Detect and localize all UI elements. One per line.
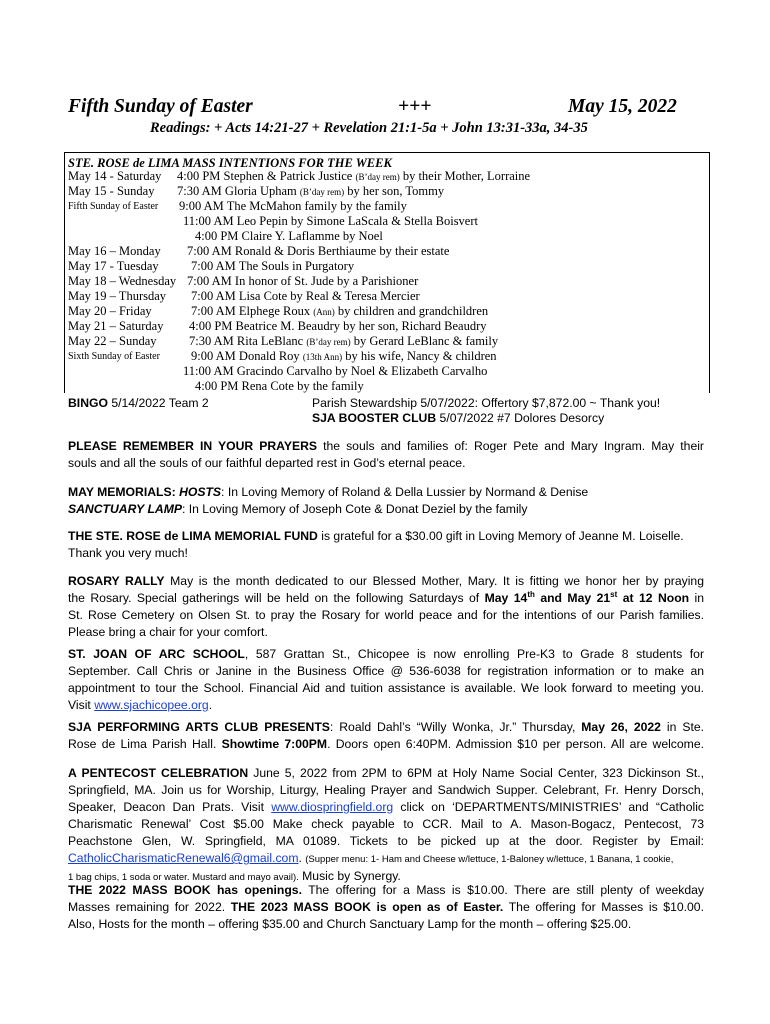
mass-intention-text (191, 304, 488, 319)
rosary-text-4: Please bring a chair for your comfort. (68, 625, 268, 639)
bingo-label: BINGO (68, 396, 108, 410)
prayers-text: the souls and families of: Roger Pete and Mary Ingram. May their (317, 439, 704, 453)
rosary-time: at 12 Noon (617, 591, 690, 605)
mass-intention-day: May 22 – Sunday (68, 334, 157, 348)
mass-intention-text (187, 244, 449, 259)
pentecost-text-5: Peachstone Glen, W. Springfield, MA 01089. Tickets to be picked up at the door. Register by Email: (68, 834, 704, 848)
mass-book-label: THE 2022 MASS BOOK has openings. (68, 883, 302, 897)
mass-intention-text (191, 289, 420, 304)
pentecost-music-text: Music by Synergy. (298, 869, 401, 883)
memorial-fund-paragraph (68, 528, 704, 562)
mass-book-text-1: The offering for a Mass is $10.00. There are still plenty of weekday (301, 883, 705, 897)
mass-intention-day: May 18 – Wednesday (68, 274, 177, 288)
mass-intention-main: 9:00 AM Donald Roy (191, 349, 303, 363)
mass-book-2023-label: THE 2023 MASS BOOK is open as of Easter. (230, 900, 504, 914)
sanctuary-lamp-text: : In Loving Memory of Joseph Cote & Donat Deziel by the family (181, 502, 528, 516)
prayers-paragraph (68, 438, 704, 472)
mass-intention-main: 4:00 PM Beatrice M. Beaudry by her son, Richard Beaudry (189, 319, 487, 333)
rosary-rally-label: ROSARY RALLY (68, 574, 165, 588)
bulletin-header (68, 96, 678, 120)
rosary-text-2: the Rosary. Special gatherings will be held on the following Saturdays of (68, 591, 485, 605)
school-text-2: September. Call Chris or Janine in the Business Office @ 536-6038 for registration information or to make an (68, 664, 704, 678)
sanctuary-lamp-label: SANCTUARY LAMP (68, 502, 182, 516)
mass-intention-row (65, 349, 705, 364)
mass-intention-after: by their Mother, Lorraine (399, 169, 531, 183)
mass-intention-main: 7:00 AM Ronald & Doris Berthiaume by their estate (187, 244, 450, 258)
mass-intention-main: 7:00 AM Elphege Roux (191, 304, 314, 318)
arts-text-2: Rose de Lima Parish Hall. (68, 737, 222, 751)
memorials-paragraph (68, 484, 704, 518)
mass-intention-main: 11:00 AM Leo Pepin by Simone LaScala & Stella Boisvert (183, 214, 478, 228)
arts-date: May 26, 2022 (581, 720, 661, 734)
mass-book-text-2b: The offering for Masses is $10.00. (503, 900, 704, 914)
bingo-line (68, 396, 209, 410)
mass-intention-text (195, 379, 364, 394)
mass-intention-text (195, 229, 383, 244)
mass-intention-note: (B’day rem) (306, 337, 351, 347)
pentecost-text-2: Springfield, MA. Join us for Worship, Liturgy, Healing Prayer and Sandwich Supper. Celebrant, Fr. Henry Dorsch, (68, 783, 704, 797)
pentecost-label: A PENTECOST CELEBRATION (68, 766, 249, 780)
mass-intention-text (183, 364, 487, 379)
mass-intention-main: 11:00 AM Gracindo Carvalho by Noel & Elizabeth Carvalho (183, 364, 488, 378)
pentecost-text-6: . (298, 851, 306, 865)
page-title: Fifth Sunday of Easter (68, 96, 253, 117)
mass-intention-text (189, 334, 498, 349)
booster-label: SJA BOOSTER CLUB (312, 411, 437, 425)
mass-intention-text (189, 319, 487, 334)
mass-intention-main: 4:00 PM Claire Y. Laflamme by Noel (195, 229, 383, 243)
mass-intention-after: by Gerard LeBlanc & family (350, 334, 499, 348)
school-paragraph (68, 646, 704, 714)
stewardship-label: Parish Stewardship 5/07/2022: (312, 396, 478, 410)
bulletin-date: May 15, 2022 (568, 96, 677, 117)
booster-text: 5/07/2022 #7 Dolores Desorcy (436, 411, 605, 425)
mass-intention-text (177, 169, 530, 184)
mass-intention-day: Sixth Sunday of Easter (68, 351, 160, 362)
rosary-text-2b: in (689, 591, 705, 605)
mass-intention-row (65, 169, 705, 184)
mass-intention-main: 7:00 AM Lisa Cote by Real & Teresa Mercier (191, 289, 420, 303)
mass-intention-row (65, 364, 705, 379)
memorial-fund-text-2: Thank you very much! (68, 546, 188, 560)
performing-arts-label: SJA PERFORMING ARTS CLUB PRESENTS (68, 720, 330, 734)
mass-intention-after: by his wife, Nancy & children (342, 349, 497, 363)
prayers-label: PLEASE REMEMBER IN YOUR PRAYERS (68, 439, 318, 453)
hosts-text: : In Loving Memory of Roland & Della Lussier by Normand & Denise (221, 485, 589, 499)
memorials-label: MAY MEMORIALS: (68, 485, 176, 499)
pentecost-text-3: Speaker, Deacon Dan Prats. Visit (68, 800, 272, 814)
stewardship-text: Offertory $7,872.00 ~ Thank you! (478, 396, 661, 410)
supper-menu-text-2: 1 bag chips, 1 soda or water. Mustard and mayo avail). (68, 872, 299, 883)
rosary-rally-paragraph (68, 573, 704, 641)
hosts-label: HOSTS (179, 485, 222, 499)
mass-intentions-title: STE. ROSE de LIMA MASS INTENTIONS FOR THE WEEK (68, 156, 392, 170)
mass-intention-row (65, 334, 705, 349)
mass-intention-day: May 17 - Tuesday (68, 259, 159, 273)
mass-book-text-2: Masses remaining for 2022. (68, 900, 231, 914)
arts-text-1b: in Ste. (660, 720, 704, 734)
mass-intention-row (65, 304, 705, 319)
mass-intention-row (65, 199, 705, 214)
mass-intentions-box (64, 152, 710, 393)
mass-intention-row (65, 379, 705, 394)
mass-intention-text (191, 259, 354, 274)
school-label: ST. JOAN OF ARC SCHOOL (68, 647, 245, 661)
mass-intention-note: (13th Ann) (302, 352, 343, 362)
mass-intention-after: by children and grandchildren (334, 304, 489, 318)
mass-intention-row (65, 319, 705, 334)
rosary-text-3: St. Rose Cemetery on Olsen St. to pray the Rosary for world peace and for the intentions of our Parish families. (68, 608, 704, 622)
pentecost-text-4: Charismatic Renewal’ Cost $5.00 Make check payable to CCR. Mail to A. Mason-Bogacz, Pentecost, 73 (68, 817, 704, 831)
mass-intention-main: 4:00 PM Stephen & Patrick Justice (177, 169, 356, 183)
arts-text-1: : Roald Dahl’s “Willy Wonka, Jr.” Thursday, (329, 720, 582, 734)
arts-showtime: Showtime 7:00PM (221, 737, 328, 751)
mass-intention-row (65, 274, 705, 289)
prayers-text-2: souls and all the souls of our faithful departed rest in God’s eternal peace. (68, 456, 466, 470)
school-text-4: Visit (68, 698, 95, 712)
mass-intention-row (65, 289, 705, 304)
memorial-fund-text: is grateful for a $30.00 gift in Loving Memory of Jeanne M. Loiselle. (317, 529, 684, 543)
mass-intention-text (177, 184, 444, 199)
mass-intention-day: May 14 - Saturday (68, 169, 162, 183)
school-text-3: appointment to tour the School. Financial Aid and tuition assistance is available. We look forward to meeting you. (68, 681, 704, 695)
rosary-date-2: and May 21 (534, 591, 611, 605)
school-text-1: , 587 Grattan St., Chicopee is now enrolling Pre-K3 to Grade 8 students for (244, 647, 704, 661)
mass-intention-row (65, 214, 705, 229)
mass-intention-row (65, 259, 705, 274)
arts-text-2b: . Doors open 6:40PM. Admission $10 per person. All are welcome. (327, 737, 705, 751)
performing-arts-paragraph (68, 719, 704, 753)
mass-book-text-3: Also, Hosts for the month – offering $35.00 and Church Sanctuary Lamp for the month – offering $25.00. (68, 917, 632, 931)
mass-intention-main: 7:00 AM In honor of St. Jude by a Parishioner (187, 274, 419, 288)
mass-intention-row (65, 229, 705, 244)
mass-intention-main: 4:00 PM Rena Cote by the family (195, 379, 364, 393)
mass-intention-main: 7:30 AM Rita LeBlanc (189, 334, 307, 348)
rosary-text-1: May is the month dedicated to our Blessed Mother, Mary. It is fitting we honor her by praying (164, 574, 704, 588)
mass-intention-main: 9:00 AM The McMahon family by the family (179, 199, 407, 213)
mass-intention-day: May 21 – Saturday (68, 319, 164, 333)
mass-intention-text (183, 214, 478, 229)
mass-intention-row (65, 244, 705, 259)
mass-intention-text (179, 199, 407, 214)
mass-intention-day: May 20 – Friday (68, 304, 152, 318)
pentecost-text-3b: click on ‘DEPARTMENTS/MINISTRIES’ and “Catholic (393, 800, 704, 814)
mass-intention-main: 7:30 AM Gloria Upham (177, 184, 300, 198)
mass-book-paragraph (68, 882, 704, 933)
pentecost-text-1: June 5, 2022 from 2PM to 6PM at Holy Name Social Center, 323 Dickinson St., (248, 766, 704, 780)
mass-intention-text (187, 274, 418, 289)
mass-intention-day: May 19 – Thursday (68, 289, 167, 303)
mass-intention-day: May 16 – Monday (68, 244, 161, 258)
mass-intention-main: 7:00 AM The Souls in Purgatory (191, 259, 355, 273)
mass-intention-text (191, 349, 497, 364)
pentecost-paragraph (68, 765, 704, 886)
mass-intention-note: (Ann) (313, 307, 335, 317)
rosary-date-2-suffix: st (610, 589, 618, 599)
rosary-date-1: May 14 (484, 591, 528, 605)
ccr-email-link[interactable]: CatholicCharismaticRenewal6@gmail.com (68, 851, 299, 865)
stewardship-line (312, 396, 660, 410)
mass-intention-note: (B’day rem) (355, 172, 400, 182)
booster-line (312, 411, 604, 425)
bingo-text: 5/14/2022 Team 2 (107, 396, 209, 410)
mass-intention-after: by her son, Tommy (344, 184, 445, 198)
memorial-fund-label: THE STE. ROSE de LIMA MEMORIAL FUND (68, 529, 318, 543)
supper-menu-text: (Supper menu: 1- Ham and Cheese w/lettuce, 1-Baloney w/lettuce, 1 Banana, 1 cookie, (305, 854, 674, 865)
readings-line: Readings: + Acts 14:21-27 + Revelation 21:1-5a + John 13:31-33a, 34-35 (150, 120, 588, 136)
header-crosses: +++ (398, 96, 432, 117)
rosary-date-1-suffix: th (527, 589, 535, 599)
school-website-link[interactable]: www.sjachicopee.org (94, 698, 209, 712)
mass-intention-day: May 15 - Sunday (68, 184, 155, 198)
school-text-4b: . (208, 698, 213, 712)
mass-intention-day: Fifth Sunday of Easter (68, 201, 159, 212)
mass-intention-row (65, 184, 705, 199)
diocese-website-link[interactable]: www.diospringfield.org (271, 800, 394, 814)
mass-intention-note: (B’day rem) (299, 187, 345, 197)
